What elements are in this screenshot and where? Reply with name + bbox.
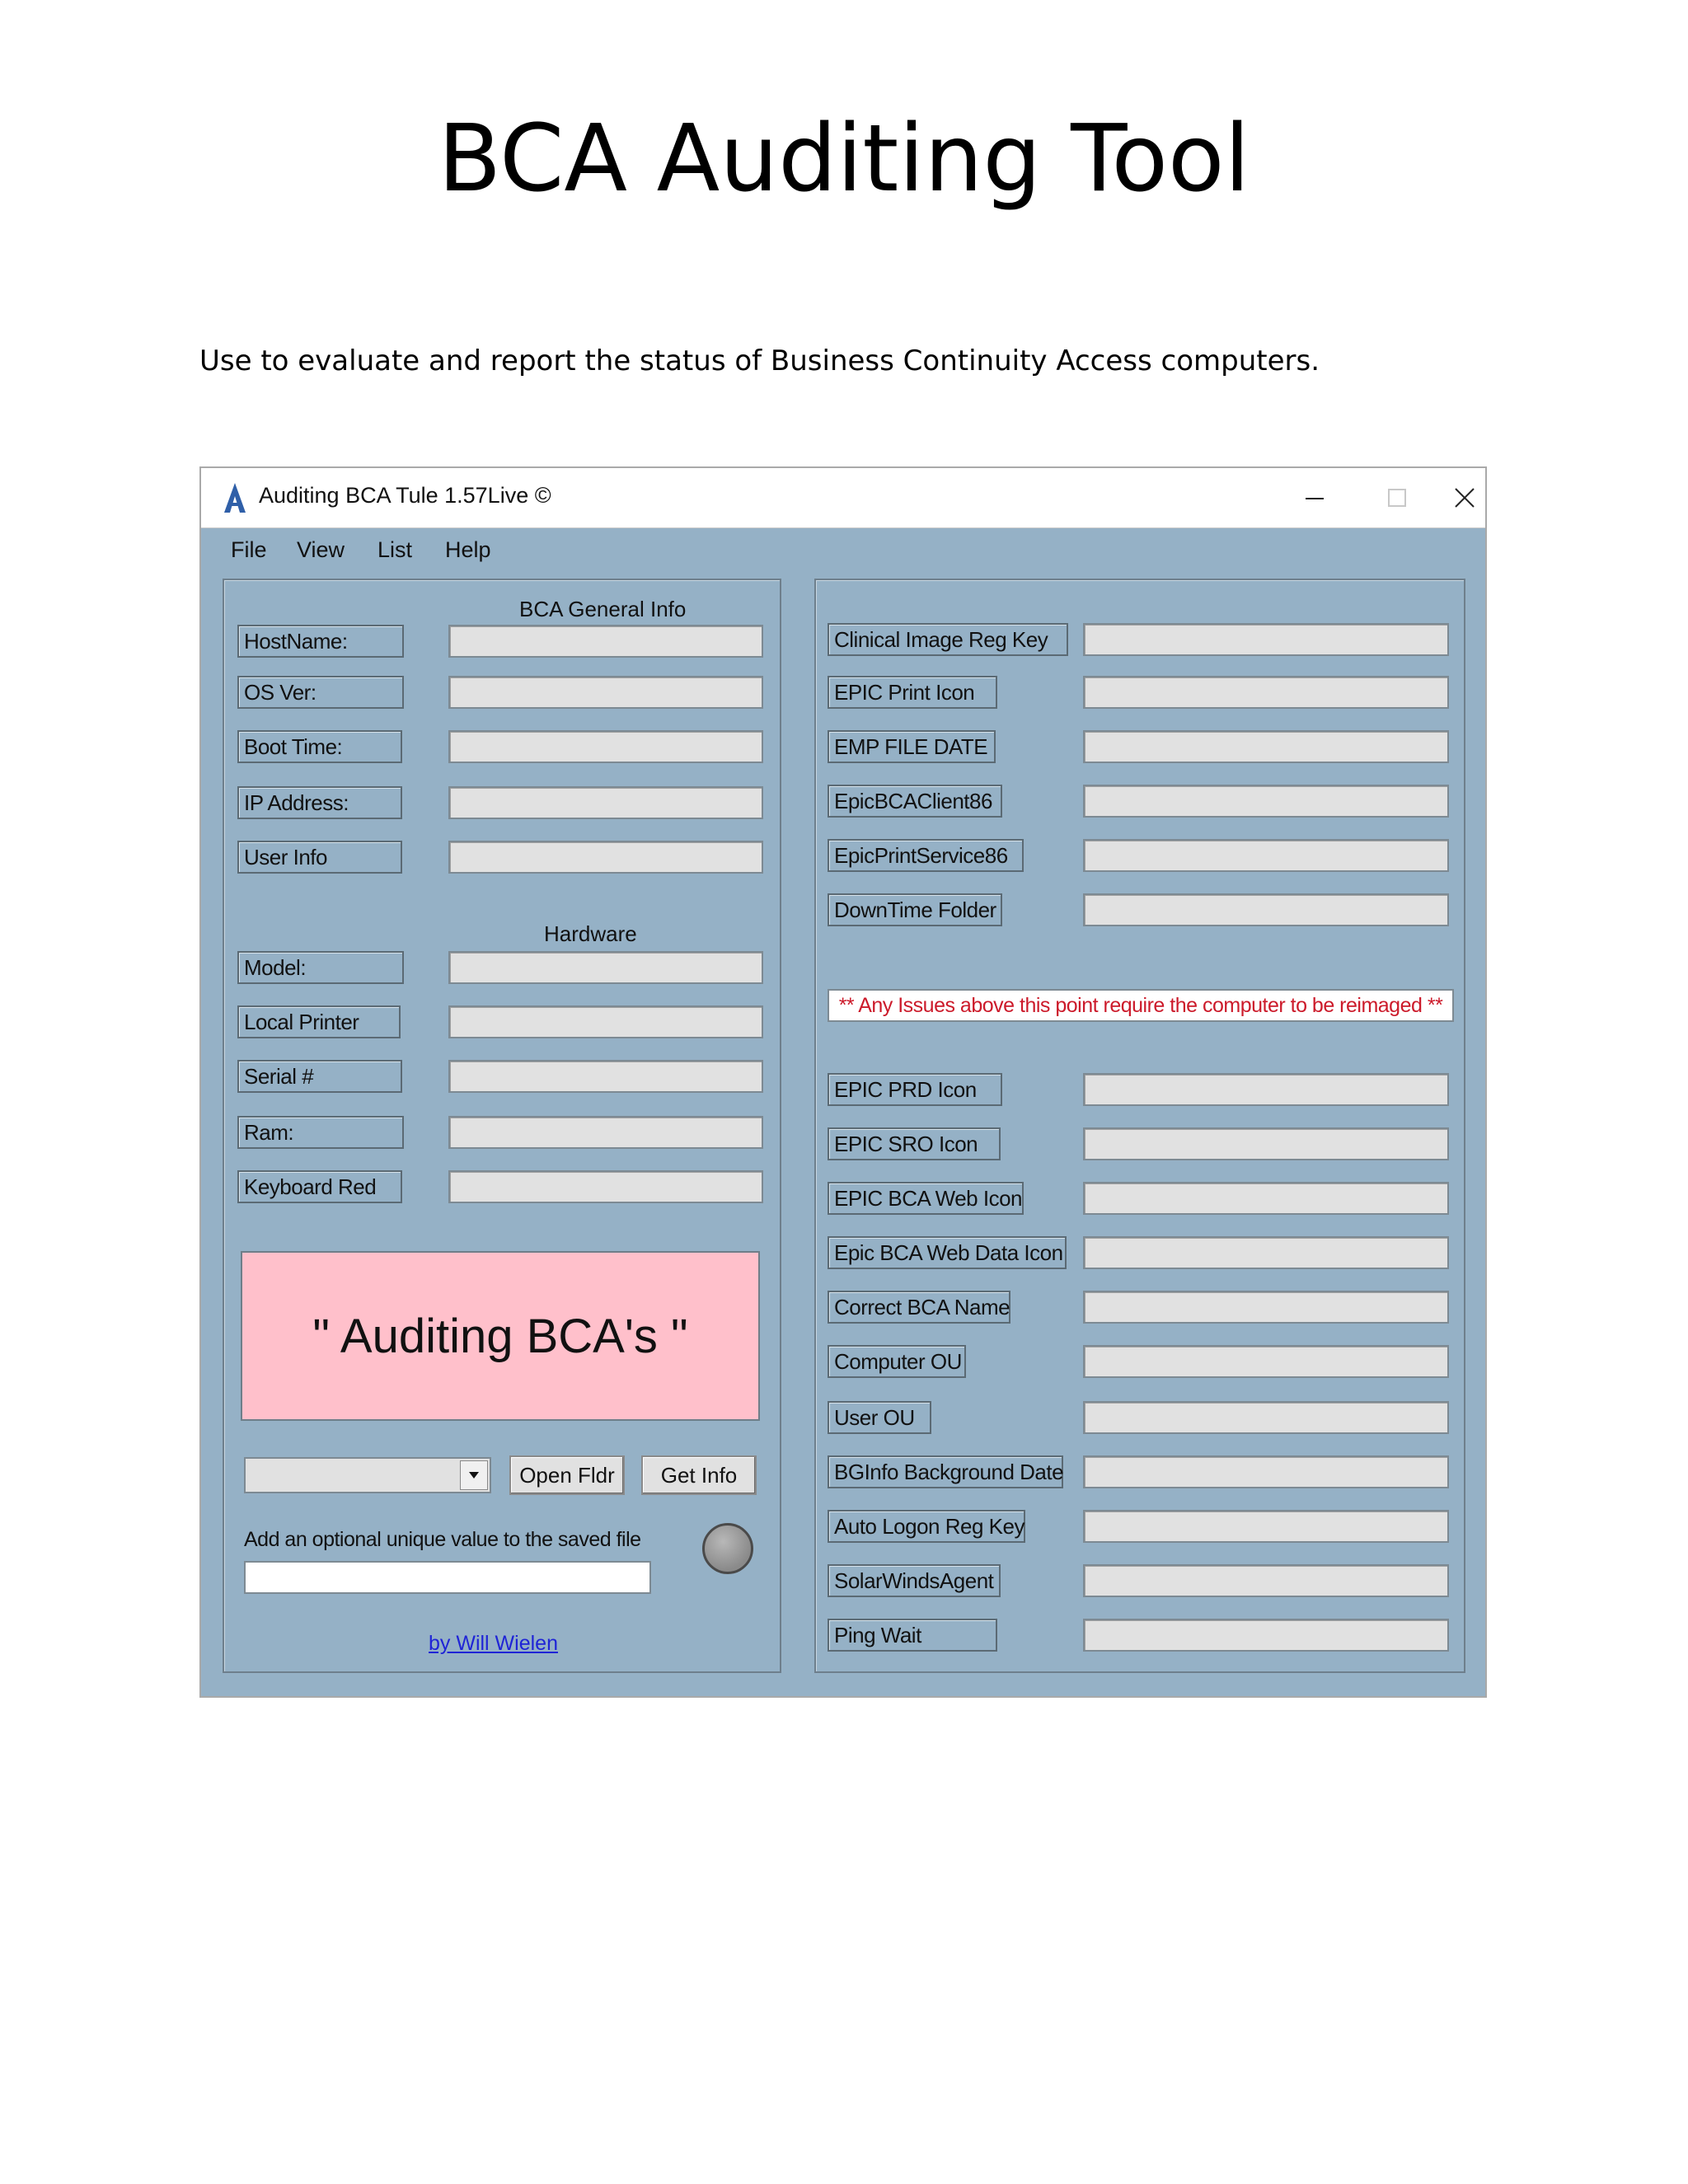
local-printer-label: Local Printer bbox=[237, 1005, 401, 1038]
user-info-field[interactable] bbox=[448, 841, 763, 874]
optional-value-label: Add an optional unique value to the saved file bbox=[244, 1528, 641, 1551]
keyboard-field[interactable] bbox=[448, 1170, 763, 1203]
hardware-title: Hardware bbox=[544, 921, 637, 946]
get-info-button[interactable]: Get Info bbox=[641, 1455, 757, 1495]
epic-print-service-label: EpicPrintService86 bbox=[828, 839, 1024, 872]
epic-prd-icon-field[interactable] bbox=[1083, 1073, 1449, 1106]
model-label: Model: bbox=[237, 951, 404, 984]
ip-address-field[interactable] bbox=[448, 786, 763, 819]
document-title: BCA Auditing Tool bbox=[438, 105, 1250, 213]
serial-label: Serial # bbox=[237, 1060, 402, 1093]
document-description: Use to evaluate and report the status of Business Continuity Access computers. bbox=[199, 344, 1320, 377]
dropdown-arrow-button[interactable] bbox=[460, 1460, 488, 1490]
status-banner-text: " Auditing BCA's " bbox=[312, 1309, 688, 1363]
epic-sro-icon-label: EPIC SRO Icon bbox=[828, 1127, 1001, 1160]
epic-prd-icon-label: EPIC PRD Icon bbox=[828, 1073, 1002, 1106]
emp-file-date-field[interactable] bbox=[1083, 730, 1449, 763]
boot-time-label: Boot Time: bbox=[237, 730, 402, 763]
ram-label: Ram: bbox=[237, 1116, 404, 1149]
computer-ou-field[interactable] bbox=[1083, 1345, 1449, 1378]
app-logo-icon bbox=[223, 481, 247, 514]
epic-bca-web-icon-label: EPIC BCA Web Icon bbox=[828, 1182, 1024, 1215]
os-version-field[interactable] bbox=[448, 676, 763, 709]
ping-wait-label: Ping Wait bbox=[828, 1619, 997, 1652]
chevron-down-icon bbox=[468, 1471, 480, 1479]
optional-value-input[interactable] bbox=[244, 1561, 651, 1594]
minimize-icon bbox=[1304, 487, 1325, 509]
correct-bca-name-label: Correct BCA Name bbox=[828, 1291, 1010, 1324]
bginfo-background-date-label: BGInfo Background Date bbox=[828, 1455, 1063, 1488]
epic-print-service-field[interactable] bbox=[1083, 839, 1449, 872]
host-list-dropdown[interactable] bbox=[244, 1457, 491, 1493]
serial-field[interactable] bbox=[448, 1060, 763, 1093]
reimage-warning: ** Any Issues above this point require the computer to be reimaged ** bbox=[828, 989, 1454, 1022]
title-bar[interactable] bbox=[201, 468, 1485, 528]
minimize-button[interactable] bbox=[1278, 468, 1352, 527]
ip-address-label: IP Address: bbox=[237, 786, 402, 819]
user-info-label: User Info bbox=[237, 841, 402, 874]
menu-view[interactable]: View bbox=[297, 537, 345, 562]
maximize-icon bbox=[1386, 487, 1408, 509]
epic-bca-web-data-icon-field[interactable] bbox=[1083, 1236, 1449, 1269]
keyboard-label: Keyboard Red bbox=[237, 1170, 402, 1203]
epic-print-icon-label: EPIC Print Icon bbox=[828, 676, 997, 709]
auto-logon-reg-key-label: Auto Logon Reg Key bbox=[828, 1510, 1025, 1543]
solarwinds-agent-label: SolarWindsAgent bbox=[828, 1564, 1001, 1597]
window-title: Auditing BCA Tule 1.57Live © bbox=[259, 483, 551, 508]
menu-help[interactable]: Help bbox=[445, 537, 491, 562]
boot-time-field[interactable] bbox=[448, 730, 763, 763]
downtime-folder-field[interactable] bbox=[1083, 893, 1449, 926]
downtime-folder-label: DownTime Folder bbox=[828, 893, 1002, 926]
emp-file-date-label: EMP FILE DATE bbox=[828, 730, 996, 763]
clinical-image-reg-key-label: Clinical Image Reg Key bbox=[828, 623, 1068, 656]
open-folder-button[interactable]: Open Fldr bbox=[509, 1455, 625, 1495]
computer-ou-label: Computer OU bbox=[828, 1345, 966, 1378]
epic-bca-client-field[interactable] bbox=[1083, 785, 1449, 818]
maximize-button[interactable] bbox=[1360, 468, 1434, 527]
hostname-field[interactable] bbox=[448, 625, 763, 658]
auto-logon-reg-key-field[interactable] bbox=[1083, 1510, 1449, 1543]
epic-bca-web-icon-field[interactable] bbox=[1083, 1182, 1449, 1215]
author-link[interactable]: by Will Wielen bbox=[429, 1632, 558, 1655]
solarwinds-agent-field[interactable] bbox=[1083, 1564, 1449, 1597]
menu-bar bbox=[201, 527, 1485, 569]
ram-field[interactable] bbox=[448, 1116, 763, 1149]
os-version-label: OS Ver: bbox=[237, 676, 404, 709]
close-icon bbox=[1453, 486, 1476, 509]
local-printer-field[interactable] bbox=[448, 1005, 763, 1038]
correct-bca-name-field[interactable] bbox=[1083, 1291, 1449, 1324]
user-ou-field[interactable] bbox=[1083, 1401, 1449, 1434]
bginfo-background-date-field[interactable] bbox=[1083, 1455, 1449, 1488]
epic-print-icon-field[interactable] bbox=[1083, 676, 1449, 709]
status-indicator-light bbox=[702, 1523, 753, 1574]
model-field[interactable] bbox=[448, 951, 763, 984]
hostname-label: HostName: bbox=[237, 625, 404, 658]
epic-sro-icon-field[interactable] bbox=[1083, 1127, 1449, 1160]
clinical-image-reg-key-field[interactable] bbox=[1083, 623, 1449, 656]
menu-file[interactable]: File bbox=[231, 537, 267, 562]
user-ou-label: User OU bbox=[828, 1401, 931, 1434]
general-info-title: BCA General Info bbox=[519, 597, 687, 621]
ping-wait-field[interactable] bbox=[1083, 1619, 1449, 1652]
app-window bbox=[199, 466, 1487, 1698]
close-button[interactable] bbox=[1442, 468, 1487, 527]
epic-bca-client-label: EpicBCAClient86 bbox=[828, 785, 1002, 818]
status-banner bbox=[241, 1251, 760, 1421]
menu-list[interactable]: List bbox=[377, 537, 413, 562]
epic-bca-web-data-icon-label: Epic BCA Web Data Icon bbox=[828, 1236, 1067, 1269]
